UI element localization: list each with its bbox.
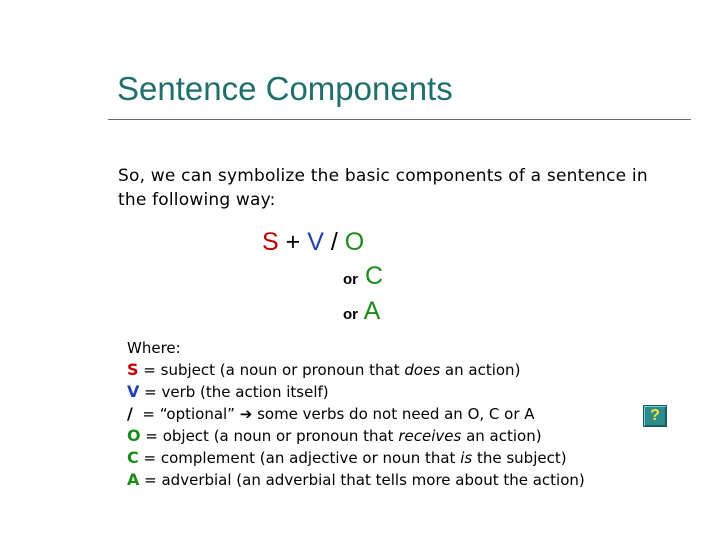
- definition-object-post: an action): [461, 427, 542, 445]
- symbol-a: A: [127, 470, 140, 489]
- formula-a: A: [363, 297, 381, 325]
- definition-subject: [127, 359, 585, 381]
- formula-plus: +: [285, 228, 301, 256]
- symbol-v: V: [127, 382, 140, 401]
- definition-verb-text: = verb (the action itself): [139, 383, 329, 401]
- formula-slash: /: [330, 228, 338, 256]
- definition-optional-pre: = “optional”: [132, 405, 240, 423]
- definition-complement-em: is: [460, 449, 473, 467]
- definition-object-em: receives: [398, 427, 462, 445]
- formula-or-2: or: [343, 306, 358, 323]
- formula-line-3: [343, 297, 380, 326]
- formula-line-2: [343, 262, 383, 291]
- title-divider: [108, 119, 691, 120]
- definition-optional-post: some verbs do not need an O, C or A: [252, 405, 535, 423]
- definition-complement: [127, 447, 585, 469]
- where-label: Where:: [127, 339, 181, 357]
- definition-complement-post: the subject): [472, 449, 567, 467]
- formula-c: C: [364, 262, 384, 290]
- formula-line-1: [262, 228, 364, 257]
- page-title: Sentence Components: [117, 70, 453, 107]
- arrow-right-icon: ➔: [239, 405, 253, 423]
- formula-v: V: [307, 228, 324, 256]
- definition-object-pre: = object (a noun or pronoun that: [140, 427, 399, 445]
- definitions-list: [127, 337, 585, 491]
- definition-adverbial: [127, 469, 585, 491]
- definition-subject-em: does: [404, 361, 441, 379]
- symbol-o: O: [127, 426, 141, 445]
- help-button[interactable]: [643, 405, 667, 427]
- intro-text: So, we can symbolize the basic components of a sentence in the following way:: [118, 166, 648, 210]
- definition-complement-pre: = complement (an adjective or noun that: [138, 449, 461, 467]
- definition-verb: [127, 381, 585, 403]
- symbol-s: S: [127, 360, 139, 379]
- definition-object: [127, 425, 585, 447]
- formula-o: O: [344, 228, 365, 256]
- definition-subject-post: an action): [440, 361, 521, 379]
- definition-adverbial-text: = adverbial (an adverbial that tells more about the action): [139, 471, 585, 489]
- definition-optional: [127, 403, 585, 425]
- definition-subject-pre: = subject (a noun or pronoun that: [138, 361, 405, 379]
- symbol-c: C: [127, 448, 139, 467]
- question-icon: ?: [650, 407, 660, 424]
- formula-or-1: or: [343, 271, 358, 288]
- formula-s: S: [262, 228, 279, 256]
- symbol-slash: /: [127, 404, 133, 423]
